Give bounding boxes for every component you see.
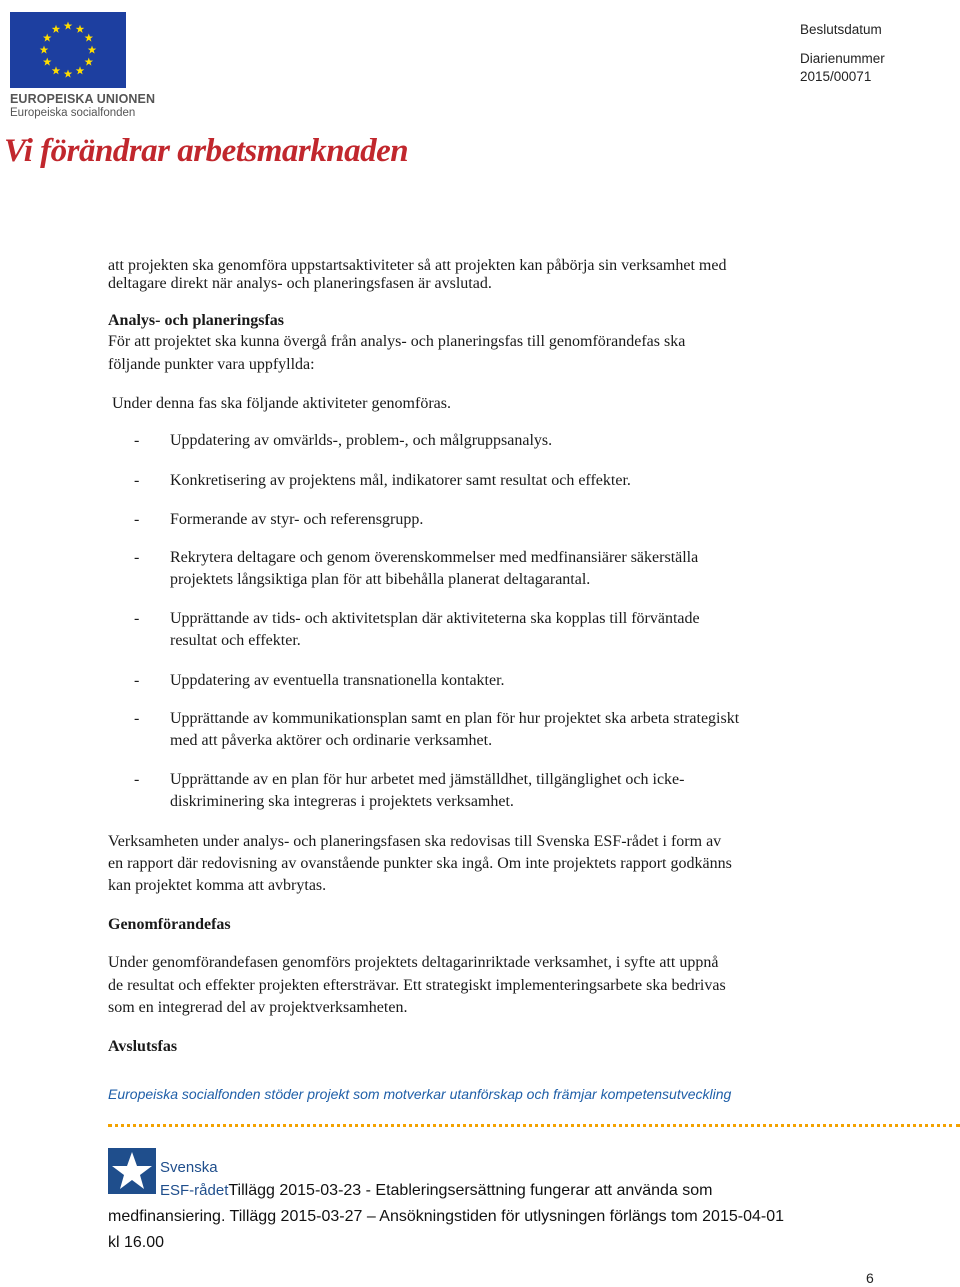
bullet-dash: -: [134, 710, 140, 727]
eu-star: [76, 66, 85, 74]
eu-star: [76, 25, 85, 33]
eu-star: [40, 46, 49, 54]
avslut-heading: Avslutsfas: [108, 1038, 178, 1055]
activity-text-line1: Upprättande av kommunikationsplan samt en plan för hur projektet ska arbeta strategiskt: [170, 710, 740, 727]
activity-text-line1: Konkretisering av projektens mål, indikatorer samt resultat och effekter.: [170, 472, 631, 489]
eu-star: [52, 25, 61, 33]
esf-name-line1: Svenska: [160, 1159, 218, 1176]
eu-star: [43, 34, 52, 42]
bullet-dash: -: [134, 610, 140, 627]
esf-name: [160, 1160, 218, 1176]
bullet-dash: -: [134, 672, 140, 689]
under-fas-text: Under denna fas ska följande aktiviteter genomföras.: [112, 395, 451, 412]
eu-star: [64, 70, 73, 78]
bullet-dash: -: [134, 549, 140, 566]
verksamheten-line-2: en rapport där redovisning av ovanstående punkter ska ingå. Om inte projektets rapport godkänns: [108, 855, 732, 872]
beslutsdatum-label: Beslutsdatum: [800, 22, 882, 37]
bullet-dash: -: [134, 511, 140, 528]
addendum-line-3: kl 16.00: [108, 1234, 165, 1251]
eu-star: [85, 58, 94, 66]
genom-line-3: som en integrerad del av projektverksamheten.: [108, 999, 408, 1016]
addendum-line-2: medfinansiering. Tillägg 2015-03-27 – Ansökningstiden för utlysningen förlängs tom 2015-04-01: [108, 1208, 784, 1225]
slogan: Vi förändrar arbetsmarknaden: [4, 133, 409, 169]
eu-star: [88, 46, 97, 54]
bullet-dash: -: [134, 771, 140, 788]
addendum-line-1: [108, 1178, 868, 1204]
eu-star: [85, 34, 94, 42]
activity-text-line1: Rekrytera deltagare och genom överenskommelser med medfinansiärer säkerställa: [170, 549, 699, 566]
verksamheten-line-3: kan projektet komma att avbrytas.: [108, 877, 327, 894]
eu-star: [64, 22, 73, 30]
bullet-dash: -: [134, 472, 140, 489]
activity-text-line2: resultat och effekter.: [170, 632, 301, 649]
genom-heading: Genomförandefas: [108, 916, 231, 933]
activity-text-line2: diskriminering ska integreras i projektets verksamhet.: [170, 793, 514, 810]
eu-star: [43, 58, 52, 66]
diarienummer-label: Diarienummer: [800, 51, 885, 66]
activity-text-line1: Upprättande av tids- och aktivitetsplan där aktiviteterna ska kopplas till förväntade: [170, 610, 700, 627]
activity-text-line2: projektets långsiktiga plan för att bibehålla planerat deltagarantal.: [170, 571, 591, 588]
activity-text-line1: Formerande av styr- och referensgrupp.: [170, 511, 424, 528]
genom-line-2: de resultat och effekter projekten eftersträvar. Ett strategiskt implementeringsarbete ska bedrivas: [108, 977, 726, 994]
eu-name-line2: Europeiska socialfonden: [10, 107, 136, 119]
activity-text-line1: Upprättande av en plan för hur arbetet med jämställdhet, tillgänglighet och icke-: [170, 771, 685, 788]
diarienummer-value: 2015/00071: [800, 69, 872, 84]
analys-heading: Analys- och planeringsfas: [108, 312, 285, 329]
footer-divider: [108, 1124, 960, 1127]
bullet-dash: -: [134, 432, 140, 449]
eu-star: [52, 66, 61, 74]
addendum-line-1-text: Tillägg 2015-03-23 - Etableringsersättning fungerar att använda som: [228, 1182, 713, 1199]
intro-line-1: att projekten ska genomföra uppstartsaktiviteter så att projekten kan påbörja sin verksamhet med: [108, 257, 727, 274]
esf-name-line2: ESF-rådet: [160, 1182, 229, 1199]
activity-text-line1: Uppdatering av eventuella transnationella kontakter.: [170, 672, 505, 689]
footer-tagline: Europeiska socialfonden stöder projekt som motverkar utanförskap och främjar kompetensutveckling: [108, 1086, 732, 1102]
activity-text-line1: Uppdatering av omvärlds-, problem-, och målgruppsanalys.: [170, 432, 553, 449]
eu-name: [10, 92, 155, 120]
page-number: 6: [866, 1270, 874, 1286]
genom-line-1: Under genomförandefasen genomförs projektets deltagarinriktade verksamhet, i syfte att uppnå: [108, 954, 719, 971]
activity-text-line2: med att påverka aktörer och ordinarie verksamhet.: [170, 732, 493, 749]
intro-line-2: deltagare direkt när analys- och planeringsfasen är avslutad.: [108, 275, 492, 292]
eu-name-line1: EUROPEISKA UNIONEN: [10, 92, 156, 106]
verksamheten-line-1: Verksamheten under analys- och planeringsfasen ska redovisas till Svenska ESF-rådet i form av: [108, 833, 722, 850]
eu-stars-icon: [10, 12, 126, 88]
analys-line-1: För att projektet ska kunna övergå från analys- och planeringsfas till genomförandefas ska: [108, 333, 686, 350]
analys-line-2: följande punkter vara uppfyllda:: [108, 356, 315, 373]
eu-flag-logo: [10, 12, 126, 88]
